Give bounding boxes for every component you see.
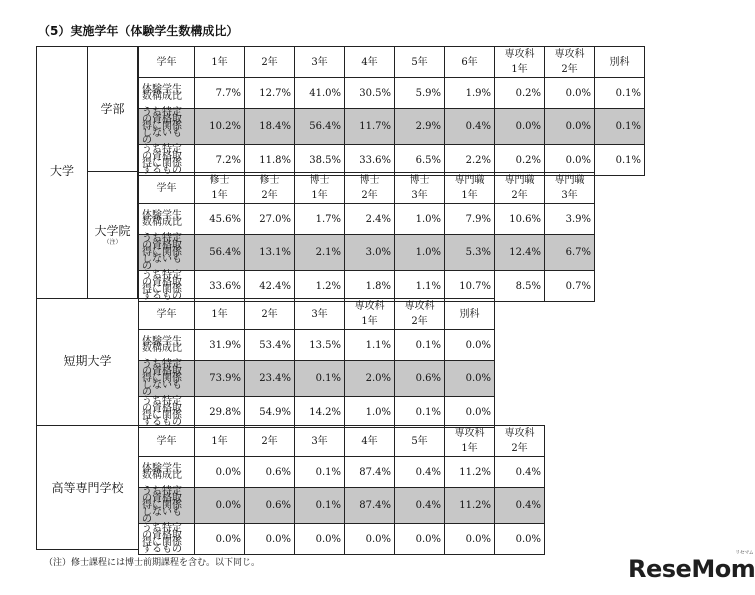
value-cell: 0.6% <box>395 361 445 397</box>
value-cell: 0.0% <box>445 330 495 361</box>
value-cell: 1.1% <box>395 271 445 302</box>
value-cell: 56.4% <box>195 235 245 271</box>
value-cell: 0.1% <box>595 109 645 145</box>
value-cell: 23.4% <box>245 361 295 397</box>
daigakuin-label <box>88 224 137 247</box>
logo-kana: リセマム <box>735 550 754 556</box>
value-cell: 0.4% <box>395 457 445 488</box>
value-cell: 2.1% <box>295 235 345 271</box>
header-cell: 3年 <box>295 299 345 330</box>
value-cell: 10.7% <box>445 271 495 302</box>
row-label: うち特定の資格取得に関係するもの <box>139 524 195 555</box>
header-cell: 1年 <box>195 426 245 457</box>
value-cell: 0.7% <box>545 271 595 302</box>
header-cell: 1年 <box>195 47 245 78</box>
value-cell: 30.5% <box>345 78 395 109</box>
header-cell: 学年 <box>139 173 195 204</box>
value-cell: 0.0% <box>545 145 595 176</box>
daigakuin-note-mark: （注） <box>103 239 122 246</box>
value-cell: 0.2% <box>495 145 545 176</box>
value-cell: 0.0% <box>545 78 595 109</box>
table-row <box>139 330 495 361</box>
value-cell: 1.0% <box>395 235 445 271</box>
value-cell: 14.2% <box>295 397 345 428</box>
value-cell: 5.9% <box>395 78 445 109</box>
header-cell: 2年 <box>245 299 295 330</box>
gakubu-group <box>87 46 138 172</box>
header-cell: 学年 <box>139 426 195 457</box>
value-cell: 11.7% <box>345 109 395 145</box>
header-cell: 専攻科 1年 <box>495 47 545 78</box>
value-cell: 0.4% <box>445 109 495 145</box>
gakubu-label: 学部 <box>100 102 125 116</box>
header-cell: 修士 1年 <box>195 173 245 204</box>
row-label: うち特定の資格取得に関係するもの <box>139 145 195 176</box>
value-cell: 12.7% <box>245 78 295 109</box>
section-title: （5）実施学年（体験学生数構成比） <box>38 24 239 38</box>
daigakuin-group <box>87 171 138 299</box>
value-cell: 5.3% <box>445 235 495 271</box>
value-cell: 0.2% <box>495 78 545 109</box>
value-cell: 0.1% <box>395 330 445 361</box>
value-cell: 42.4% <box>245 271 295 302</box>
header-cell: 2年 <box>245 47 295 78</box>
header-cell: 専攻科 2年 <box>495 426 545 457</box>
value-cell: 1.0% <box>345 397 395 428</box>
value-cell: 0.0% <box>495 109 545 145</box>
daigaku-group <box>36 46 88 299</box>
row-label: うち特定の資格取得に関係するもの <box>139 397 195 428</box>
daigaku-label: 大学 <box>49 164 74 178</box>
table-row <box>139 78 645 109</box>
row-label: 体験学生数構成比 <box>139 330 195 361</box>
value-cell: 0.0% <box>195 524 245 555</box>
value-cell: 13.1% <box>245 235 295 271</box>
value-cell: 2.2% <box>445 145 495 176</box>
row-label: 体験学生数構成比 <box>139 78 195 109</box>
value-cell: 10.2% <box>195 109 245 145</box>
value-cell: 0.4% <box>495 488 545 524</box>
value-cell: 7.2% <box>195 145 245 176</box>
header-row <box>139 299 495 330</box>
value-cell: 1.0% <box>395 204 445 235</box>
value-cell: 11.2% <box>445 488 495 524</box>
header-cell: 学年 <box>139 299 195 330</box>
header-cell: 専門職 1年 <box>445 173 495 204</box>
row-label: うち特定の資格取得に関係しないもの <box>139 109 195 145</box>
value-cell: 1.7% <box>295 204 345 235</box>
header-cell: 3年 <box>295 47 345 78</box>
table-row <box>139 397 495 428</box>
value-cell: 3.0% <box>345 235 395 271</box>
header-row <box>139 173 595 204</box>
row-label: うち特定の資格取得に関係しないもの <box>139 488 195 524</box>
value-cell: 87.4% <box>345 488 395 524</box>
value-cell: 56.4% <box>295 109 345 145</box>
value-cell: 0.1% <box>295 457 345 488</box>
header-cell: 6年 <box>445 47 495 78</box>
daigakuin-text: 大学院 <box>94 224 131 238</box>
header-cell: 学年 <box>139 47 195 78</box>
value-cell: 0.0% <box>395 524 445 555</box>
value-cell: 3.9% <box>545 204 595 235</box>
header-cell: 専門職 2年 <box>495 173 545 204</box>
table-row <box>139 109 645 145</box>
table-row <box>139 361 495 397</box>
value-cell: 38.5% <box>295 145 345 176</box>
value-cell: 0.0% <box>245 524 295 555</box>
value-cell: 0.0% <box>445 361 495 397</box>
value-cell: 2.0% <box>345 361 395 397</box>
header-cell: 専門職 3年 <box>545 173 595 204</box>
tanki-table <box>138 298 495 428</box>
row-label: 体験学生数構成比 <box>139 457 195 488</box>
value-cell: 53.4% <box>245 330 295 361</box>
value-cell: 0.0% <box>545 109 595 145</box>
header-cell: 専攻科 2年 <box>395 299 445 330</box>
value-cell: 31.9% <box>195 330 245 361</box>
value-cell: 6.7% <box>545 235 595 271</box>
value-cell: 0.6% <box>245 488 295 524</box>
kosen-group <box>36 425 139 550</box>
kosen-table <box>138 425 545 555</box>
kosen-label: 高等専門学校 <box>51 481 124 495</box>
value-cell: 27.0% <box>245 204 295 235</box>
value-cell: 1.1% <box>345 330 395 361</box>
table-row <box>139 145 645 176</box>
value-cell: 45.6% <box>195 204 245 235</box>
header-row <box>139 47 645 78</box>
value-cell: 18.4% <box>245 109 295 145</box>
value-cell: 0.1% <box>595 78 645 109</box>
gakubu-table <box>138 46 645 176</box>
value-cell: 0.1% <box>295 361 345 397</box>
value-cell: 0.0% <box>345 524 395 555</box>
value-cell: 11.2% <box>445 457 495 488</box>
header-cell: 4年 <box>345 426 395 457</box>
header-cell: 専攻科 1年 <box>445 426 495 457</box>
value-cell: 54.9% <box>245 397 295 428</box>
value-cell: 2.4% <box>345 204 395 235</box>
header-cell: 博士 3年 <box>395 173 445 204</box>
row-label: 体験学生数構成比 <box>139 204 195 235</box>
header-row <box>139 426 545 457</box>
value-cell: 29.8% <box>195 397 245 428</box>
row-label: うち特定の資格取得に関係しないもの <box>139 235 195 271</box>
header-cell: 専攻科 1年 <box>345 299 395 330</box>
table-row <box>139 235 595 271</box>
header-cell: 2年 <box>245 426 295 457</box>
table-row <box>139 457 545 488</box>
header-cell: 4年 <box>345 47 395 78</box>
table-row <box>139 524 545 555</box>
header-cell: 修士 2年 <box>245 173 295 204</box>
daigakuin-table <box>138 172 595 302</box>
row-label: うち特定の資格取得に関係するもの <box>139 271 195 302</box>
value-cell: 12.4% <box>495 235 545 271</box>
value-cell: 0.6% <box>245 457 295 488</box>
header-cell: 博士 1年 <box>295 173 345 204</box>
tanki-group <box>36 298 139 426</box>
header-cell: 別科 <box>595 47 645 78</box>
value-cell: 33.6% <box>195 271 245 302</box>
value-cell: 7.9% <box>445 204 495 235</box>
value-cell: 6.5% <box>395 145 445 176</box>
resemom-logo <box>628 550 755 583</box>
value-cell: 0.1% <box>295 488 345 524</box>
tanki-label: 短期大学 <box>63 354 112 368</box>
value-cell: 0.4% <box>395 488 445 524</box>
logo-text: ReseMom <box>628 555 755 583</box>
table-row <box>139 271 595 302</box>
value-cell: 41.0% <box>295 78 345 109</box>
value-cell: 73.9% <box>195 361 245 397</box>
value-cell: 0.1% <box>395 397 445 428</box>
value-cell: 1.2% <box>295 271 345 302</box>
value-cell: 0.0% <box>445 397 495 428</box>
value-cell: 8.5% <box>495 271 545 302</box>
header-cell: 5年 <box>395 47 445 78</box>
header-cell: 別科 <box>445 299 495 330</box>
value-cell: 33.6% <box>345 145 395 176</box>
table-row <box>139 488 545 524</box>
header-cell: 博士 2年 <box>345 173 395 204</box>
header-cell: 5年 <box>395 426 445 457</box>
value-cell: 1.9% <box>445 78 495 109</box>
value-cell: 13.5% <box>295 330 345 361</box>
value-cell: 87.4% <box>345 457 395 488</box>
value-cell: 7.7% <box>195 78 245 109</box>
value-cell: 0.1% <box>595 145 645 176</box>
value-cell: 0.0% <box>295 524 345 555</box>
row-label: うち特定の資格取得に関係しないもの <box>139 361 195 397</box>
value-cell: 0.4% <box>495 457 545 488</box>
header-cell: 専攻科 2年 <box>545 47 595 78</box>
value-cell: 0.0% <box>195 457 245 488</box>
value-cell: 0.0% <box>195 488 245 524</box>
value-cell: 0.0% <box>495 524 545 555</box>
table-row <box>139 204 595 235</box>
header-cell: 1年 <box>195 299 245 330</box>
value-cell: 2.9% <box>395 109 445 145</box>
header-cell: 3年 <box>295 426 345 457</box>
value-cell: 1.8% <box>345 271 395 302</box>
value-cell: 11.8% <box>245 145 295 176</box>
footnote: （注）修士課程には博士前期課程を含む。以下同じ。 <box>44 558 261 568</box>
value-cell: 10.6% <box>495 204 545 235</box>
value-cell: 0.0% <box>445 524 495 555</box>
